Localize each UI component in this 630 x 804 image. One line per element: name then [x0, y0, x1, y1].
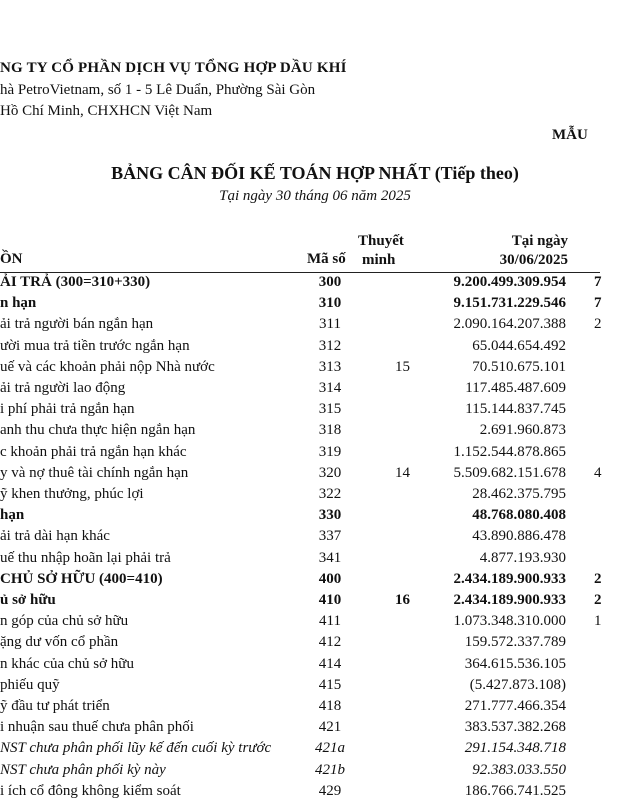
- company-address-line1: hà PetroVietnam, số 1 - 5 Lê Duẩn, Phường Sài Gòn: [0, 82, 316, 98]
- row-name: c khoản phải trả ngắn hạn khác: [0, 443, 187, 460]
- row-value: 2.691.960.873: [479, 422, 566, 439]
- row-value: 159.572.337.789: [464, 634, 566, 651]
- row-code: 421: [318, 719, 342, 736]
- row-name: ỹ đầu tư phát triển: [0, 698, 110, 714]
- row-name: ủ sở hữu: [0, 592, 56, 608]
- table-row: [0, 316, 600, 337]
- row-value: 5.509.682.151.678: [453, 464, 566, 481]
- table-row: [0, 338, 600, 359]
- row-code: 330: [318, 507, 342, 524]
- row-value: 9.200.499.309.954: [453, 274, 566, 290]
- row-trail-value: 1: [594, 613, 602, 630]
- row-value: 2.434.189.900.933: [453, 592, 566, 608]
- row-name: i nhuận sau thuế chưa phân phối: [0, 719, 194, 736]
- row-trail-value: 2: [594, 592, 602, 608]
- row-value: 383.537.382.268: [464, 719, 566, 736]
- row-trail-value: 7: [594, 274, 602, 290]
- row-name: ẢI TRẢ (300=310+330): [0, 274, 151, 290]
- row-code: 418: [318, 698, 342, 714]
- row-value: (5.427.873.108): [469, 676, 566, 693]
- row-value: 2.434.189.900.933: [453, 570, 566, 587]
- row-name: n khác của chủ sở hữu: [0, 655, 134, 672]
- row-code: 410: [318, 592, 342, 608]
- row-code: 341: [318, 549, 342, 566]
- row-trail-value: 2: [594, 570, 602, 587]
- table-row: [0, 592, 600, 613]
- row-code: 322: [318, 486, 342, 502]
- row-name: NST chưa phân phối kỳ này: [0, 761, 166, 778]
- row-code: 400: [318, 570, 342, 587]
- row-code: 314: [318, 380, 342, 396]
- table-row: [0, 507, 600, 528]
- table-row: [0, 719, 600, 740]
- row-note: 14: [395, 464, 410, 481]
- form-label: MẪU: [552, 127, 588, 143]
- row-name: i ích cổ đông không kiểm soát: [0, 782, 181, 799]
- table-row: [0, 359, 600, 380]
- table-row: [0, 274, 600, 295]
- table-row: [0, 656, 600, 677]
- row-value: 1.073.348.310.000: [453, 613, 566, 630]
- row-name: ải trả dài hạn khác: [0, 528, 110, 545]
- row-name: CHỦ SỞ HỮU (400=410): [0, 570, 163, 587]
- table-row: [0, 762, 600, 783]
- row-name: n góp của chủ sở hữu: [0, 613, 129, 630]
- row-code: 337: [318, 528, 342, 545]
- column-header-date-line1: Tại ngày: [511, 233, 568, 249]
- row-code: 310: [318, 295, 342, 312]
- row-code: 300: [318, 274, 342, 290]
- table-row: [0, 613, 600, 634]
- table-row: [0, 571, 600, 592]
- row-value: 43.890.886.478: [472, 528, 566, 545]
- row-code: 415: [318, 676, 342, 693]
- row-value: 115.144.837.745: [465, 401, 566, 418]
- row-code: 318: [318, 422, 342, 439]
- cut-off-row: [0, 794, 600, 804]
- company-name: NG TY CỔ PHẦN DỊCH VỤ TỔNG HỢP DẦU KHÍ: [0, 60, 347, 76]
- table-row: [0, 295, 600, 316]
- table-row: [0, 465, 600, 486]
- row-value: 4.877.193.930: [479, 549, 566, 566]
- row-code: 313: [318, 358, 342, 375]
- table-row: [0, 401, 600, 422]
- table-row: [0, 486, 600, 507]
- row-name: uế thu nhập hoãn lại phải trả: [0, 549, 171, 566]
- row-code: 429: [318, 782, 342, 799]
- row-code: 311: [319, 316, 341, 333]
- table-row: [0, 380, 600, 401]
- row-name: ặng dư vốn cổ phần: [0, 634, 119, 651]
- row-code: 421a: [315, 740, 345, 757]
- row-code: 320: [318, 464, 342, 481]
- row-value: 1.152.544.878.865: [453, 443, 566, 460]
- table-row: [0, 422, 600, 443]
- row-code: 421b: [315, 761, 345, 778]
- document-subtitle: Tại ngày 30 tháng 06 năm 2025: [219, 188, 411, 204]
- row-value: 28.462.375.795: [472, 486, 566, 502]
- company-address-line2: Hồ Chí Minh, CHXHCN Việt Nam: [0, 103, 213, 119]
- row-code: 312: [318, 337, 342, 354]
- header-divider: [0, 272, 600, 273]
- row-value: 364.615.536.105: [464, 655, 566, 672]
- table-row: [0, 550, 600, 571]
- row-note: 15: [395, 358, 410, 375]
- column-header-note-line1: Thuyết: [358, 233, 404, 249]
- column-header-name: ỒN: [0, 251, 23, 267]
- row-code: 315: [318, 401, 342, 418]
- row-name: anh thu chưa thực hiện ngắn hạn: [0, 422, 196, 439]
- row-trail-value: 2: [594, 316, 602, 333]
- row-name: ải trả người lao động: [0, 380, 126, 396]
- row-name: n hạn: [0, 295, 37, 312]
- row-name: NST chưa phân phối lũy kế đến cuối kỳ trước: [0, 740, 272, 757]
- table-row: [0, 677, 600, 698]
- row-value: 2.090.164.207.388: [453, 316, 566, 333]
- row-value: 186.766.741.525: [464, 782, 566, 799]
- document-title: BẢNG CÂN ĐỐI KẾ TOÁN HỢP NHẤT (Tiếp theo): [111, 163, 519, 183]
- row-name: ười mua trả tiền trước ngắn hạn: [0, 337, 190, 354]
- table-row: [0, 740, 600, 761]
- table-row: [0, 634, 600, 655]
- row-code: 414: [318, 655, 342, 672]
- row-name: y và nợ thuê tài chính ngắn hạn: [0, 464, 189, 481]
- row-note: 16: [395, 592, 410, 608]
- column-header-code: Mã số: [307, 251, 346, 267]
- row-name: ải trả người bán ngắn hạn: [0, 316, 154, 333]
- row-value: 9.151.731.229.546: [453, 295, 566, 312]
- table-row: [0, 444, 600, 465]
- row-trail-value: 7: [594, 295, 602, 312]
- column-header-date-line2: 30/06/2025: [499, 252, 568, 268]
- row-name: uế và các khoản phải nộp Nhà nước: [0, 358, 215, 375]
- column-header-note-line2: minh: [362, 252, 396, 268]
- row-name: hạn: [0, 507, 25, 524]
- row-code: 319: [318, 443, 342, 460]
- row-value: 92.383.033.550: [472, 761, 566, 778]
- row-name: i phí phải trả ngắn hạn: [0, 401, 135, 418]
- row-value: 70.510.675.101: [472, 358, 566, 375]
- row-value: 48.768.080.408: [472, 507, 566, 524]
- row-code: 412: [318, 634, 342, 651]
- table-row: [0, 528, 600, 549]
- row-trail-value: 4: [594, 464, 602, 481]
- row-name: phiếu quỹ: [0, 676, 60, 693]
- row-code: 411: [319, 613, 341, 630]
- row-value: 271.777.466.354: [464, 698, 566, 714]
- row-value: 117.485.487.609: [465, 380, 566, 396]
- row-value: 65.044.654.492: [472, 337, 566, 354]
- table-row: [0, 698, 600, 719]
- row-value: 291.154.348.718: [464, 740, 566, 757]
- row-name: ỹ khen thưởng, phúc lợi: [0, 486, 144, 502]
